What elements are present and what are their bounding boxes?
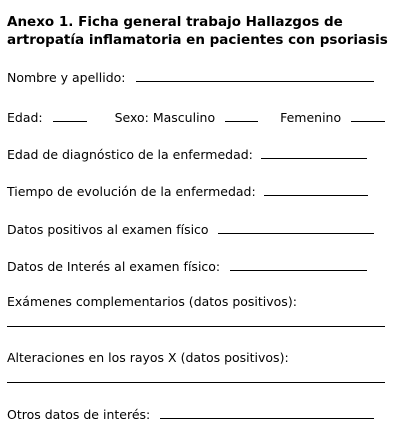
row-datos-interes bbox=[7, 257, 367, 274]
masculino-blank[interactable] bbox=[225, 108, 258, 122]
label-datos-positivos: Datos positivos al examen físico bbox=[7, 222, 209, 237]
edad-diagnostico-blank[interactable] bbox=[261, 145, 367, 159]
tiempo-evolucion-blank[interactable] bbox=[264, 182, 368, 196]
row-examenes bbox=[7, 294, 297, 309]
label-femenino: Femenino bbox=[280, 110, 342, 125]
row-datos-positivos bbox=[7, 220, 374, 237]
label-datos-interes: Datos de Interés al examen físico: bbox=[7, 259, 221, 274]
label-nombre: Nombre y apellido: bbox=[7, 70, 126, 85]
form-title-line-2: artropatía inflamatoria en pacientes con psoriasis bbox=[7, 32, 388, 48]
datos-positivos-blank[interactable] bbox=[218, 220, 374, 234]
label-rayos-x: Alteraciones en los rayos X (datos positivos): bbox=[7, 350, 289, 365]
form-title-line-1: Anexo 1. Ficha general trabajo Hallazgos de bbox=[7, 14, 343, 30]
row-edad-diagnostico bbox=[7, 145, 367, 162]
label-edad-diagnostico: Edad de diagnóstico de la enfermedad: bbox=[7, 147, 253, 162]
label-examenes: Exámenes complementarios (datos positivos): bbox=[7, 294, 297, 309]
rayos-x-blank[interactable] bbox=[7, 382, 385, 383]
otros-blank[interactable] bbox=[160, 405, 374, 419]
femenino-blank[interactable] bbox=[351, 108, 385, 122]
row-edad-sexo bbox=[7, 108, 385, 125]
row-rayos-x bbox=[7, 350, 289, 365]
label-sexo-masculino: Sexo: Masculino bbox=[114, 110, 216, 125]
examenes-blank[interactable] bbox=[7, 326, 385, 327]
label-otros: Otros datos de interés: bbox=[7, 407, 151, 422]
form-title bbox=[7, 13, 407, 49]
label-edad: Edad: bbox=[7, 110, 43, 125]
label-tiempo-evolucion: Tiempo de evolución de la enfermedad: bbox=[7, 184, 256, 199]
edad-blank[interactable] bbox=[53, 108, 87, 122]
nombre-blank[interactable] bbox=[136, 68, 374, 82]
row-nombre bbox=[7, 68, 374, 85]
row-otros bbox=[7, 405, 374, 422]
row-tiempo-evolucion bbox=[7, 182, 368, 199]
datos-interes-blank[interactable] bbox=[230, 257, 367, 271]
